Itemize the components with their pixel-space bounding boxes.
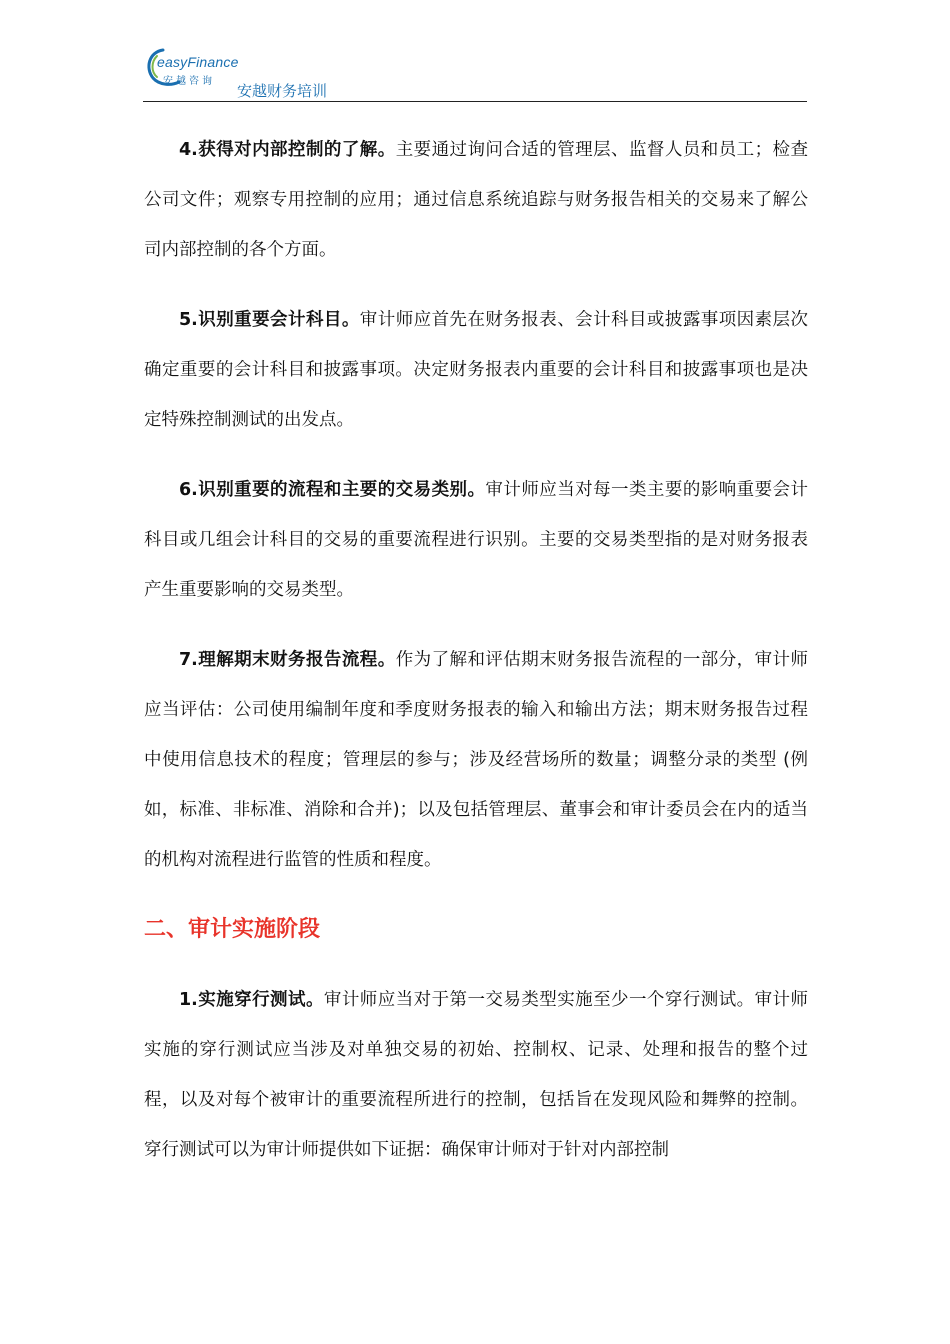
paragraph-heading: 4.获得对内部控制的了解。	[179, 140, 396, 160]
paragraph-heading: 7.理解期末财务报告流程。	[179, 650, 396, 670]
paragraph-step-5	[144, 295, 808, 445]
paragraph-step-4	[144, 125, 808, 275]
paragraph-text: 作为了解和评估期末财务报告流程的一部分，审计师应当评估：公司使用编制年度和季度财务报表的输入和输出方法；期末财务报告过程中使用信息技术的程度；管理层的参与；涉及经营场所的数量；调整分录的类型 (例如，标准、非标准、消除和合并)；以及包括管理层、董事会和审计委员会在内的适当的机构对流程进行监管的性质和程度。	[144, 650, 809, 870]
paragraph-step-6	[144, 465, 808, 615]
document-body	[144, 125, 808, 1195]
paragraph-text: 审计师应首先在财务报表、会计科目或披露事项因素层次确定重要的会计科目和披露事项。决定财务报表内重要的会计科目和披露事项也是决定特殊控制测试的出发点。	[144, 310, 809, 430]
paragraph-text: 审计师应当对每一类主要的影响重要会计科目或几组会计科目的交易的重要流程进行识别。主要的交易类型指的是对财务报表产生重要影响的交易类型。	[144, 480, 809, 600]
paragraph-impl-step-1	[144, 975, 808, 1175]
paragraph-heading: 6.识别重要的流程和主要的交易类别。	[179, 480, 486, 500]
header-tagline: 安越财务培训	[237, 82, 328, 100]
paragraph-heading: 1.实施穿行测试。	[179, 990, 324, 1010]
logo-chinese-name: 安越咨询	[163, 76, 215, 87]
paragraph-heading: 5.识别重要会计科目。	[179, 310, 360, 330]
logo-wordmark: easyFinance	[157, 54, 239, 70]
header-divider	[143, 101, 807, 102]
page-header	[143, 40, 807, 104]
paragraph-text: 审计师应当对于第一交易类型实施至少一个穿行测试。审计师实施的穿行测试应当涉及对单独交易的初始、控制权、记录、处理和报告的整个过程，以及对每个被审计的重要流程所进行的控制，包括旨在发现风险和舞弊的控制。穿行测试可以为审计师提供如下证据：确保审计师对于针对内部控制	[144, 990, 809, 1160]
paragraph-step-7	[144, 635, 808, 885]
paragraph-text: 主要通过询问合适的管理层、监督人员和员工；检查公司文件；观察专用控制的应用；通过信息系统追踪与财务报告相关的交易来了解公司内部控制的各个方面。	[144, 140, 809, 260]
section-title: 二、审计实施阶段	[144, 917, 321, 942]
